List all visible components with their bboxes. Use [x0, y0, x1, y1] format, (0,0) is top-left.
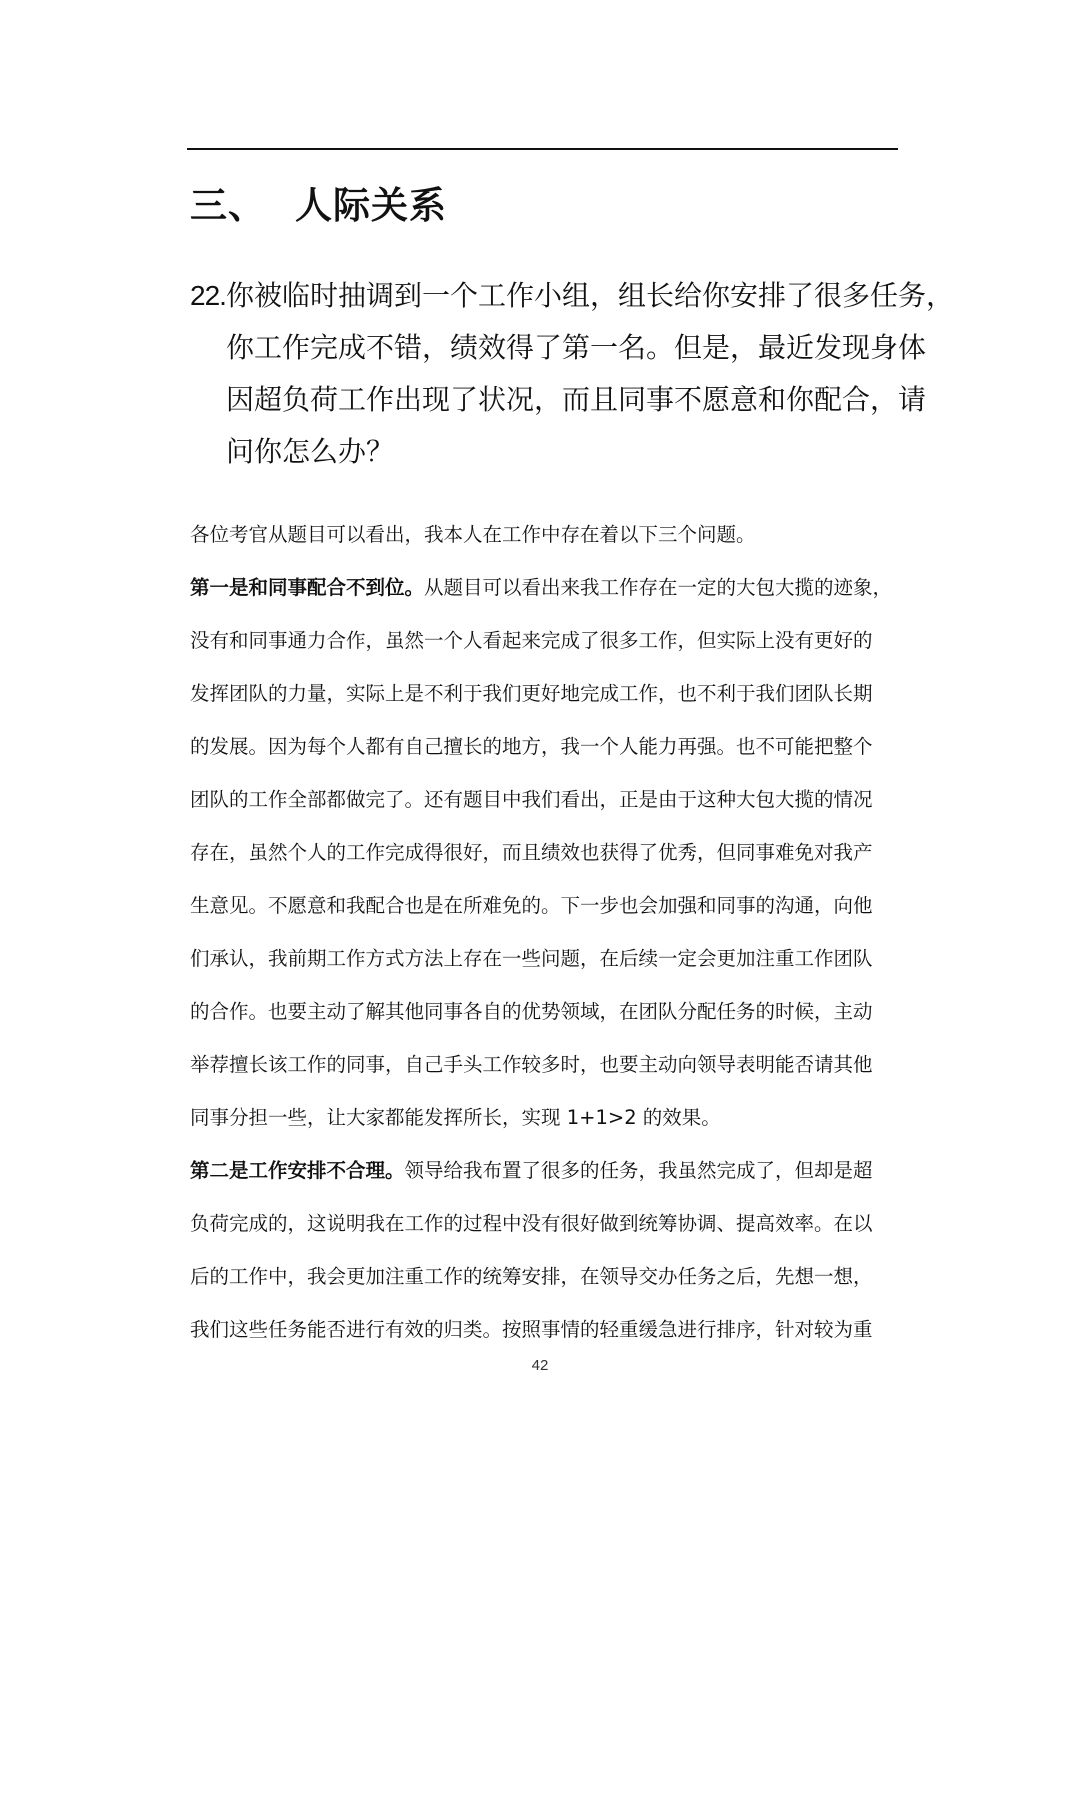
paragraph-line: 负荷完成的，这说明我在工作的过程中没有很好做到统筹协调、提高效率。在以 [190, 1212, 873, 1235]
point1-heading: 第一是和同事配合不到位。 [190, 576, 425, 599]
intro-line: 各位考官从题目可以看出，我本人在工作中存在着以下三个问题。 [190, 523, 756, 546]
question-line: 问你怎么办？ [226, 435, 395, 468]
point2-first-line [190, 1144, 910, 1197]
point1-text: 从题目可以看出来我工作存在一定的大包大揽的迹象， [424, 576, 893, 599]
paragraph-line: 团队的工作全部都做完了。还有题目中我们看出，正是由于这种大包大揽的情况 [190, 788, 873, 811]
point2-heading: 第二是工作安排不合理。 [190, 1159, 405, 1182]
question-number: 22. [190, 280, 226, 311]
paragraph-line: 没有和同事通力合作，虽然一个人看起来完成了很多工作，但实际上没有更好的 [190, 629, 873, 652]
question-line: 因超负荷工作出现了状况，而且同事不愿意和你配合，请 [226, 383, 927, 416]
paragraph-line: 生意见。不愿意和我配合也是在所难免的。下一步也会加强和同事的沟通，向他 [190, 894, 873, 917]
paragraph-line: 同事分担一些，让大家都能发挥所长，实现 1+1>2 的效果。 [190, 1106, 721, 1129]
answer-body [190, 508, 910, 1356]
paragraph-line: 们承认，我前期工作方式方法上存在一些问题，在后续一定会更加注重工作团队 [190, 947, 873, 970]
paragraph-line: 后的工作中，我会更加注重工作的统筹安排，在领导交办任务之后，先想一想， [190, 1265, 873, 1288]
paragraph-line: 的合作。也要主动了解其他同事各自的优势领域，在团队分配任务的时候，主动 [190, 1000, 873, 1023]
question-block [190, 270, 955, 478]
section-heading [190, 180, 447, 232]
point1-first-line [190, 561, 910, 614]
page-number: 42 [531, 1357, 549, 1374]
section-number: 三、 [190, 184, 266, 227]
header-divider [187, 148, 898, 150]
section-title: 人际关系 [295, 184, 447, 227]
paragraph-line: 存在，虽然个人的工作完成得很好，而且绩效也获得了优秀，但同事难免对我产 [190, 841, 873, 864]
question-line: 你被临时抽调到一个工作小组，组长给你安排了很多任务， [226, 279, 955, 312]
question-line: 你工作完成不错，绩效得了第一名。但是，最近发现身体 [226, 331, 927, 364]
paragraph-line: 发挥团队的力量，实际上是不利于我们更好地完成工作，也不利于我们团队长期 [190, 682, 873, 705]
paragraph-line: 举荐擅长该工作的同事，自己手头工作较多时，也要主动向领导表明能否请其他 [190, 1053, 873, 1076]
point2-text: 领导给我布置了很多的任务，我虽然完成了，但却是超 [404, 1159, 873, 1182]
paragraph-line: 的发展。因为每个人都有自己擅长的地方，我一个人能力再强。也不可能把整个 [190, 735, 873, 758]
paragraph-line: 我们这些任务能否进行有效的归类。按照事情的轻重缓急进行排序，针对较为重 [190, 1318, 873, 1341]
